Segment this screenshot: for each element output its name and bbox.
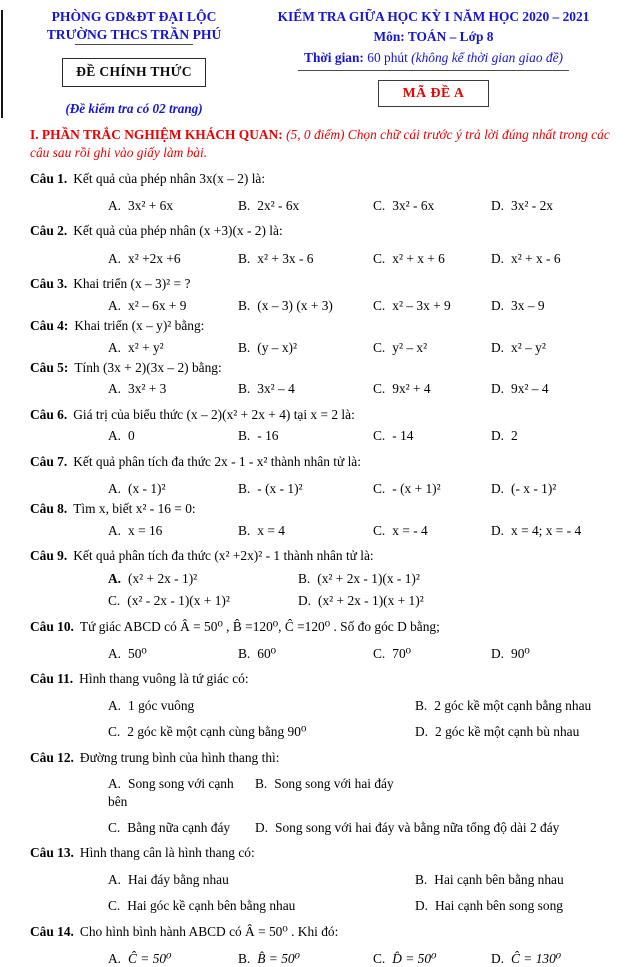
option-text: 3x² – 4 (257, 381, 295, 397)
option-key: A. (108, 570, 122, 586)
option-text: 9x² + 4 (392, 381, 431, 397)
option (491, 250, 623, 267)
option (238, 297, 373, 314)
options-row (108, 775, 623, 810)
option (108, 697, 415, 714)
question-label: Câu 4: (30, 318, 69, 334)
option-text: 2 góc kề một cạnh cùng bằng 90⁰ (127, 724, 307, 740)
option-text: (x – 3) (x + 3) (257, 297, 333, 313)
option (108, 871, 415, 888)
option-key: C. (373, 951, 386, 967)
options-row (108, 950, 623, 967)
question-1 (30, 170, 623, 215)
option-text: - 16 (257, 428, 279, 444)
option-key: A. (108, 381, 122, 397)
question-label: Câu 13. (30, 845, 74, 861)
question-text: Tìm x, biết x² - 16 = 0: (73, 501, 196, 517)
option (415, 897, 623, 914)
option-key: D. (415, 724, 429, 740)
option-key: B. (238, 428, 251, 444)
option-key: B. (238, 481, 251, 497)
option-text: 60⁰ (257, 645, 277, 661)
option-text: 3x² - 6x (392, 197, 435, 213)
option-key: C. (373, 250, 386, 266)
option-key: D. (491, 339, 505, 355)
option-text: 9x² – 4 (511, 381, 549, 397)
official-exam-box: ĐỀ CHÍNH THỨC (62, 58, 206, 87)
option (108, 950, 238, 967)
option (108, 250, 238, 267)
options-row (108, 339, 623, 356)
option (108, 723, 415, 740)
question-11 (30, 670, 623, 740)
option (108, 775, 255, 810)
options-row (108, 480, 623, 497)
option (108, 197, 238, 214)
options-row (108, 522, 623, 539)
option-key: A. (108, 645, 122, 661)
option-key: C. (373, 428, 386, 444)
option-text: - (x - 1)² (257, 481, 303, 497)
option (238, 380, 373, 397)
option (373, 522, 491, 539)
option-text: 1 góc vuông (128, 697, 195, 713)
option-text: 3x – 9 (511, 297, 545, 313)
options-row (108, 697, 623, 714)
time-value: 60 phút (367, 49, 412, 65)
school-board-name: PHÒNG GD&ĐT ĐẠI LỘC (51, 9, 217, 24)
option (373, 380, 491, 397)
question-label: Câu 7. (30, 453, 68, 469)
option-text: x = 16 (128, 522, 163, 538)
option-key: C. (108, 724, 121, 740)
question-12 (30, 749, 623, 837)
option-text: (x² + 2x - 1)(x - 1)² (317, 570, 420, 586)
option-text: 2 góc kề một cạnh bù nhau (435, 724, 580, 740)
question-7 (30, 453, 623, 498)
option-key: D. (415, 898, 429, 914)
question-9 (30, 547, 623, 609)
option-key: D. (491, 250, 505, 266)
option-text: x² + 3x - 6 (257, 250, 314, 266)
options-row (108, 871, 623, 888)
option-text: Bằng nữa cạnh đáy (127, 819, 231, 835)
question-label: Câu 5: (30, 359, 69, 375)
option (255, 819, 623, 836)
option-key: B. (415, 697, 428, 713)
header-left-block (30, 8, 238, 117)
option-text: Ĉ = 50⁰ (128, 951, 172, 967)
option-key: A. (108, 776, 122, 792)
options-row (108, 592, 623, 609)
option-key: C. (108, 593, 121, 609)
option-key: A. (108, 481, 122, 497)
option-text: 3x² + 6x (128, 197, 174, 213)
option (415, 723, 623, 740)
option-key: A. (108, 697, 122, 713)
option-text: x² – y² (511, 339, 546, 355)
option (108, 897, 415, 914)
option-key: A. (108, 197, 122, 213)
option (491, 522, 623, 539)
option-key: A. (108, 428, 122, 444)
option-key: D. (298, 593, 312, 609)
option-key: D. (491, 645, 505, 661)
option-key: D. (491, 197, 505, 213)
exam-code-box: MÃ ĐỀ A (378, 80, 490, 107)
option (491, 380, 623, 397)
option (415, 697, 623, 714)
option (108, 380, 238, 397)
options-row (108, 819, 623, 836)
option-text: 2 (511, 428, 518, 444)
option-key: C. (373, 297, 386, 313)
section-title: I. PHẦN TRẮC NGHIỆM KHÁCH QUAN: (30, 127, 283, 143)
option-text: x² + x - 6 (511, 250, 561, 266)
question-8 (30, 500, 623, 539)
option-text: - (x + 1)² (392, 481, 441, 497)
option-key: A. (108, 339, 122, 355)
option-text: (x² - 2x - 1)(x + 1)² (127, 593, 230, 609)
option (108, 480, 238, 497)
option (238, 645, 373, 662)
option-key: B. (255, 776, 268, 792)
option-key: D. (491, 522, 505, 538)
options-row (108, 723, 623, 740)
option-text: (x² + 2x - 1)² (128, 570, 198, 586)
option (108, 427, 238, 444)
option (491, 427, 623, 444)
subject-line: Môn: TOÁN – Lớp 8 (373, 29, 494, 45)
option-text: 3x² + 3 (128, 381, 167, 397)
option-key: A. (108, 250, 122, 266)
option-text: 0 (128, 428, 135, 444)
option-text: 3x² - 2x (511, 197, 553, 213)
option (373, 645, 491, 662)
option-key: D. (491, 428, 505, 444)
option (238, 197, 373, 214)
question-text: Kết quả phân tích đa thức 2x - 1 - x² thành nhân tử là: (73, 453, 361, 469)
question-3 (30, 275, 623, 314)
option-text: - 14 (392, 428, 414, 444)
option (108, 297, 238, 314)
option-key: A. (108, 297, 122, 313)
question-5 (30, 359, 623, 398)
option-key: C. (373, 481, 386, 497)
option (255, 775, 623, 810)
section-heading (30, 126, 623, 161)
time-line (298, 49, 569, 71)
question-label: Câu 2. (30, 223, 68, 239)
option-text: Hai cạnh bên song song (435, 898, 563, 914)
question-10 (30, 618, 623, 663)
option-text: Hai cạnh bên bằng nhau (434, 871, 564, 887)
option (108, 645, 238, 662)
option-text: B̂ = 50⁰ (257, 951, 300, 967)
option-key: B. (415, 871, 428, 887)
option (373, 480, 491, 497)
option (108, 819, 255, 836)
question-text: Khai triển (x – 3)² = ? (73, 276, 191, 292)
question-text: Hình thang vuông là tứ giác có: (79, 671, 249, 687)
option (238, 250, 373, 267)
option-key: C. (373, 197, 386, 213)
option-text: D̂ = 50⁰ (392, 951, 437, 967)
option (373, 297, 491, 314)
question-14 (30, 923, 623, 967)
question-label: Câu 12. (30, 749, 74, 765)
option-key: A. (108, 951, 122, 967)
option (491, 480, 623, 497)
question-text: Cho hình bình hành ABCD có Â = 50⁰ . Khi đó: (79, 923, 339, 939)
option-key: D. (255, 819, 269, 835)
option (238, 339, 373, 356)
option-text: x² + x + 6 (392, 250, 445, 266)
option (373, 950, 491, 967)
option-text: x² +2x +6 (128, 250, 181, 266)
option-key: B. (238, 250, 251, 266)
option (373, 427, 491, 444)
options-row (108, 570, 623, 587)
question-text: Đường trung bình của hình thang thì: (79, 749, 280, 765)
option (491, 645, 623, 662)
time-label: Thời gian: (304, 49, 364, 65)
options-row (108, 197, 623, 214)
question-label: Câu 3. (30, 276, 68, 292)
question-6 (30, 406, 623, 445)
option-key: B. (238, 645, 251, 661)
option-key: C. (108, 819, 121, 835)
question-text: Giá trị của biểu thức (x – 2)(x² + 2x + 4) tại x = 2 là: (73, 406, 355, 422)
question-label: Câu 8. (30, 501, 68, 517)
option (373, 197, 491, 214)
option-text: x² – 3x + 9 (392, 297, 451, 313)
option-text: x = - 4 (392, 522, 428, 538)
pages-note: (Đề kiểm tra có 02 trang) (65, 101, 203, 117)
option-key: B. (238, 381, 251, 397)
options-row (108, 250, 623, 267)
option-key: D. (491, 381, 505, 397)
question-label: Câu 1. (30, 170, 68, 186)
question-4 (30, 317, 623, 356)
option-key: B. (238, 297, 251, 313)
page-header (30, 8, 623, 117)
option (238, 950, 373, 967)
option-text: Song song với cạnh bên (108, 776, 234, 809)
question-text: Tính (3x + 2)(3x – 2) bằng: (74, 359, 222, 375)
question-13 (30, 844, 623, 914)
option (298, 570, 623, 587)
question-2 (30, 222, 623, 267)
option (491, 339, 623, 356)
option (238, 480, 373, 497)
option-text: Song song với hai đáy (274, 776, 394, 792)
option-key: B. (298, 570, 311, 586)
option (238, 427, 373, 444)
option-key: C. (108, 898, 121, 914)
option-key: C. (373, 645, 386, 661)
options-row (108, 380, 623, 397)
option-text: Ĉ = 130⁰ (511, 951, 562, 967)
question-label: Câu 6. (30, 406, 68, 422)
option-text: Hai đáy bằng nhau (128, 871, 229, 887)
option-text: 90⁰ (511, 645, 530, 661)
option-text: (- x - 1)² (511, 481, 557, 497)
question-text: Khai triển (x – y)² bằng: (74, 318, 205, 334)
option-text: Hai góc kề cạnh bên bằng nhau (127, 898, 296, 914)
option (373, 250, 491, 267)
option-key: D. (491, 297, 505, 313)
question-label: Câu 11. (30, 671, 74, 687)
question-text: Kết quả phân tích đa thức (x² +2x)² - 1 thành nhân tử là: (73, 548, 374, 564)
question-text: Tứ giác ABCD có Â = 50⁰ , B̂ =120⁰, Ĉ =120⁰ . Số đo góc D bằng; (79, 618, 440, 634)
options-row (108, 645, 623, 662)
exam-title: KIỂM TRA GIỮA HỌC KỲ I NĂM HỌC 2020 – 2021 (277, 9, 590, 24)
option-key: B. (238, 197, 251, 213)
option-key: C. (373, 339, 386, 355)
school-name: TRƯỜNG THCS TRẦN PHÚ (46, 26, 222, 42)
option-text: Song song với hai đáy và bằng nữa tổng độ dài 2 đáy (275, 819, 560, 835)
option (491, 197, 623, 214)
time-note: (không kể thời gian giao đề) (411, 49, 563, 65)
option-key: D. (491, 951, 505, 967)
option (373, 339, 491, 356)
option (415, 871, 623, 888)
option-key: B. (238, 522, 251, 538)
question-text: Hình thang cân là hình thang có: (79, 845, 255, 861)
option-text: (x - 1)² (128, 481, 166, 497)
option-text: (y – x)² (257, 339, 297, 355)
options-row (108, 427, 623, 444)
option-key: B. (238, 951, 251, 967)
option (298, 592, 623, 609)
header-right-block (238, 8, 623, 117)
options-row (108, 897, 623, 914)
option-text: 70⁰ (392, 645, 412, 661)
section-instructions: (5, 0 điểm) Chọn chữ cái trước ý trả lời đúng nhất trong các câu sau rồi ghi vào giấy làm bài. (30, 127, 610, 160)
options-row (108, 297, 623, 314)
option-key: A. (108, 522, 122, 538)
option-text: x² – 6x + 9 (128, 297, 187, 313)
question-text: Kết quả của phép nhân (x +3)(x - 2) là: (73, 223, 283, 239)
question-label: Câu 10. (30, 618, 74, 634)
option-text: (x² + 2x - 1)(x + 1)² (318, 593, 424, 609)
option-key: A. (108, 871, 122, 887)
scan-artifact-line (1, 10, 3, 118)
option (108, 339, 238, 356)
option-text: 2x² - 6x (257, 197, 300, 213)
option-key: C. (373, 522, 386, 538)
option-text: x = 4; x = - 4 (511, 522, 582, 538)
option-text: 2 góc kề một cạnh bằng nhau (434, 697, 592, 713)
option (238, 522, 373, 539)
option (491, 297, 623, 314)
option-key: B. (238, 339, 251, 355)
option (108, 570, 298, 587)
option (108, 592, 298, 609)
question-label: Câu 14. (30, 923, 74, 939)
question-text: Kết quả của phép nhân 3x(x – 2) là: (73, 170, 266, 186)
option-key: C. (373, 381, 386, 397)
option (108, 522, 238, 539)
option-key: D. (491, 481, 505, 497)
option-text: 50⁰ (128, 645, 147, 661)
option (491, 950, 623, 967)
question-label: Câu 9. (30, 548, 68, 564)
option-text: x = 4 (257, 522, 285, 538)
option-text: y² – x² (392, 339, 428, 355)
option-text: x² + y² (128, 339, 164, 355)
